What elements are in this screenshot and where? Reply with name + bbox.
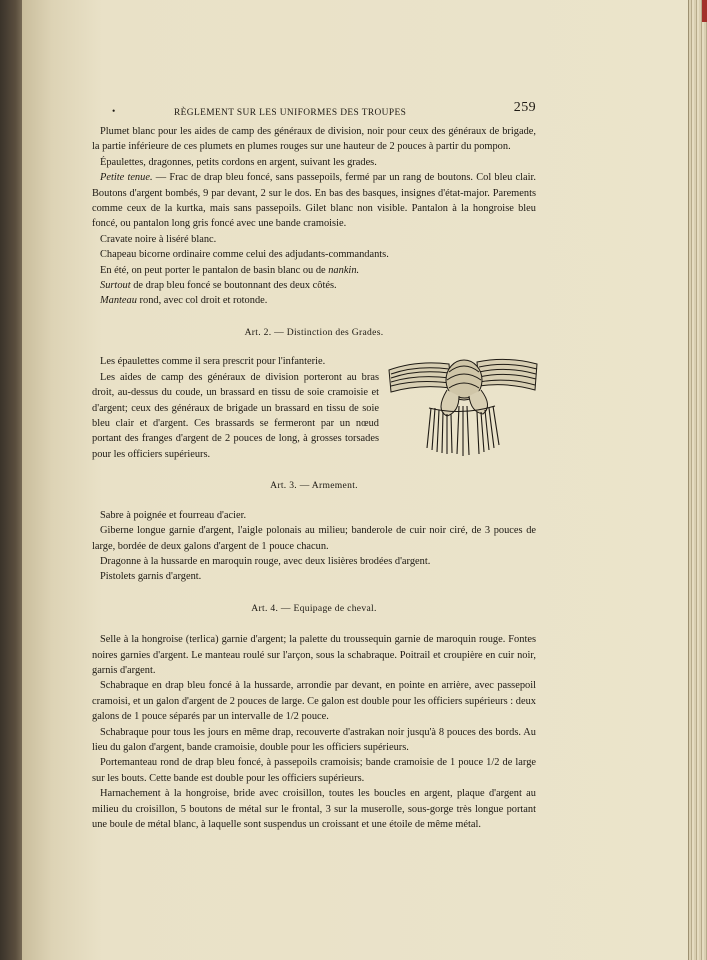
paragraph: Selle à la hongroise (terlica) garnie d'argent; la palette du troussequin garnie de maroquin rouge. Fontes noires garnies d'argent. Le manteau roulé sur l'arçon, sous la schabraque. Poitrail et croupière en cuir noir, garnis d'argent. — [92, 634, 536, 676]
italic-term: Manteau — [100, 295, 137, 307]
paragraph: Schabraque pour tous les jours en même drap, recouverte d'astrakan noir jusqu'à 8 pouces des bords. Au lieu du galon d'argent, bande cramoisie, double pour les officiers supérieurs. — [92, 726, 536, 753]
paragraph: Plumet blanc pour les aides de camp des généraux de division, noir pour ceux des généraux de brigade, la partie inférieure de ces plumets en plumes rouges sur une hauteur de 2 pouces à partir du pompon. — [92, 126, 536, 153]
bookmark-ribbon — [702, 0, 707, 22]
paragraph: Sabre à poignée et fourreau d'acier. — [100, 509, 247, 521]
paragraph: Harnachement à la hongroise, bride avec croisillon, toutes les boucles en argent, plaque d'argent au milieu du croisillon, 5 boutons de métal sur le frontal, 3 sur la muserolle, sous-gorge très longue portant une boule de métal blanc, à laquelle sont suspendus un croissant et une étoile de même métal. — [92, 788, 536, 830]
paragraph: Schabraque en drap bleu foncé à la hussarde, arrondie par devant, en pointe en arrière, avec passepoil cramoisi, et un galon d'argent de 2 pouces de large. Ce galon est double pour les officiers supérieurs : deux galons de 1 pouce séparés par un intervalle de 1/2 pouce. — [92, 680, 536, 723]
paragraph-text: En été, on peut porter le pantalon de basin blanc ou de — [100, 264, 329, 276]
section-heading-art4: Art. 4. — Equipage de cheval. — [251, 602, 377, 614]
paragraph — [92, 263, 536, 278]
paragraph: Dragonne à la hussarde en maroquin rouge, avec deux lisières brodées d'argent. — [100, 555, 431, 567]
paragraph: Pistolets garnis d'argent. — [100, 571, 202, 583]
running-header — [92, 100, 536, 124]
paragraph-text: de drap bleu foncé se boutonnant des deux côtés. — [130, 280, 337, 292]
italic-term: Surtout — [100, 280, 131, 292]
header-title: RÈGLEMENT SUR LES UNIFORMES DES TROUPES — [174, 108, 407, 118]
paragraph-text: — Frac de drap bleu foncé, sans passepoils, fermé par un rang de boutons. Col bleu clair. Boutons d'argent bombés, 9 par devant, 2 sur le dos. En bas des basques, insignes d'état-major. Parements comme ceux de la kurtka, mais sans passepoils. Gilet blanc non visible. Pantalon à la hongroise bleu foncé, ou pantalon long gris foncé avec une bande cramoisie. — [92, 172, 536, 230]
art2-block — [92, 354, 536, 464]
paragraph: Portemanteau rond de drap bleu foncé, à passepoils cramoisis; bande cramoisie de 1 pouce 1/2 de large sur les bouts. Cette bande est double pour les officiers supérieurs. — [92, 757, 536, 784]
page-content — [92, 100, 536, 832]
paragraph: Les aides de camp des généraux de division porteront au bras droit, au-dessus du coude, un brassard en tissu de soie cramoisie et d'argent; ceux des généraux de brigade un brassard en tissu de soie bleu clair et d'argent. Ces brassards se fermeront par un nœud portant des franges d'argent de 2 pouces de long, à grosses torsades pour les officiers supérieurs. — [92, 371, 379, 460]
page-number: 259 — [513, 100, 536, 115]
page-edges — [688, 0, 707, 960]
italic-term: nankin. — [328, 264, 360, 276]
paragraph: Épaulettes, dragonnes, petits cordons en argent, suivant les grades. — [100, 156, 377, 168]
paragraph: Cravate noire à liséré blanc. — [100, 233, 217, 245]
paragraph: Giberne longue garnie d'argent, l'aigle polonais au milieu; banderole de cuir noir ciré, de 3 pouces de large, bordée de deux galons d'argent de 1 pouce chacun. — [92, 525, 536, 552]
paragraph — [92, 170, 536, 232]
header-dot: • — [112, 107, 116, 117]
paragraph: Chapeau bicorne ordinaire comme celui des adjudants-commandants. — [100, 249, 389, 261]
paragraph — [92, 278, 536, 293]
section-heading-art2: Art. 2. — Distinction des Grades. — [244, 326, 384, 338]
armband-knot-illustration-icon — [387, 350, 542, 460]
paragraph — [92, 293, 536, 308]
italic-term: Petite tenue. — [100, 172, 153, 184]
paragraph-text: rond, avec col droit et rotonde. — [136, 295, 268, 307]
paragraph: Les épaulettes comme il sera prescrit pour l'infanterie. — [100, 356, 326, 368]
section-heading-art3: Art. 3. — Armement. — [270, 480, 358, 492]
